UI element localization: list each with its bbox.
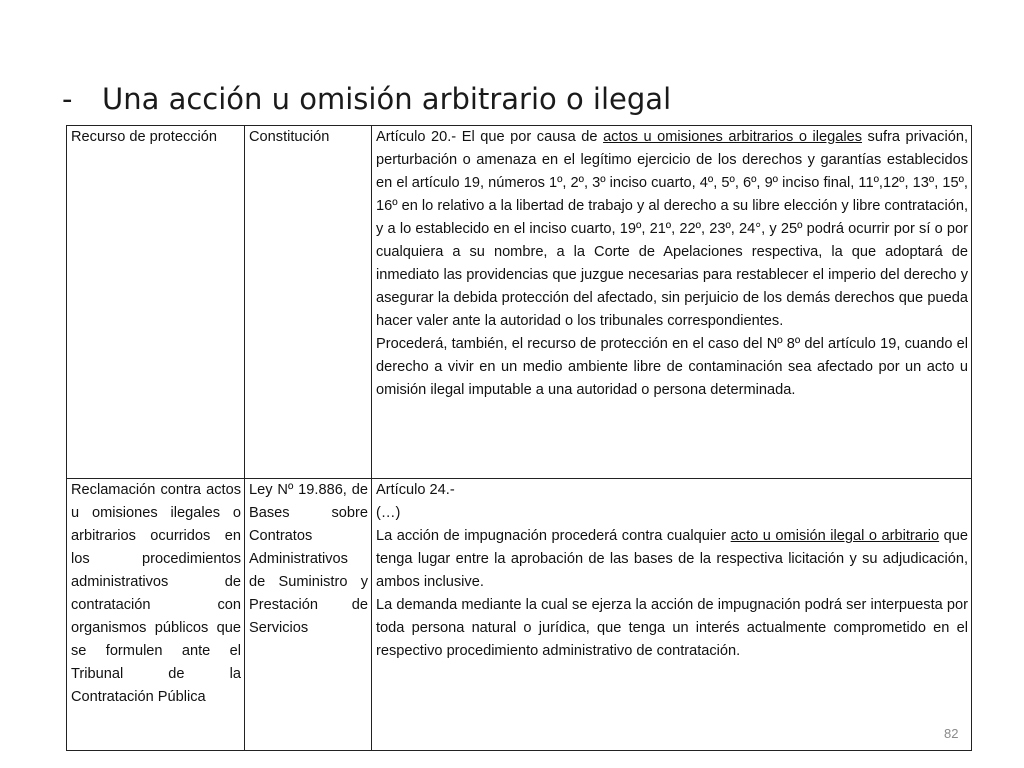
recurso-cell — [67, 126, 245, 479]
paragraph-text: Artículo 20.- El que por causa de — [376, 129, 604, 145]
paragraph-text: (…) — [376, 505, 401, 521]
recurso-text: Reclamación contra actos u omisiones ilegales o arbitrarios ocurridos en los procedimientos administrativos de contratación con organismos públicos que se formulen ante el Tribunal de la Contratación Pública — [71, 482, 241, 705]
paragraph-text: La demanda mediante la cual se ejerza la acción de impugnación podrá ser interpuesta por toda persona natural o jurídica, que tenga un interés actualmente comprometido en el respectivo procedimiento administrativo de contratación. — [376, 597, 968, 659]
paragraph-text: La acción de impugnación procederá contra cualquier — [376, 528, 731, 544]
underlined-text: acto u omisión ilegal o arbitrario — [730, 528, 940, 544]
articulo-paragraph — [376, 525, 968, 594]
paragraph-text: que tenga lugar entre la aprobación de las bases de la respectiva licitación y su adjudicación, ambos inclusive. — [376, 528, 968, 590]
articulo-paragraph — [376, 594, 968, 663]
underlined-text: actos u omisiones arbitrarios o ilegales — [603, 129, 862, 145]
fuente-cell — [245, 479, 372, 751]
articulo-paragraph — [376, 333, 968, 402]
table-row — [67, 126, 972, 479]
articulo-cell — [372, 479, 972, 751]
articulo-cell — [372, 126, 972, 479]
recurso-cell — [67, 479, 245, 751]
paragraph-text: sufra privación, perturbación o amenaza en el legítimo ejercicio de los derechos y garantías establecidos en el artículo 19, números 1º, 2º, 3º inciso cuarto, 4º, 5º, 6º, 9º inciso final, 11º,12º, 13º, 15º, 16º en lo relativo a la libertad de trabajo y al derecho a su libre elección y libre contratación, y a lo establecido en el inciso cuarto, 19º, 21º, 22º, 23º, 24°, y 25º podrá ocurrir por sí o por cualquiera a su nombre, a la Corte de Apelaciones respectiva, la que adoptará de inmediato las providencias que juzgue necesarias para restablecer el imperio del derecho y asegurar la debida protección del afectado, sin perjuicio de los demás derechos que pueda hacer valer ante la autoridad o los tribunales correspondientes. — [376, 129, 968, 329]
law-comparison-table — [66, 125, 972, 751]
articulo-paragraph — [376, 126, 968, 333]
articulo-paragraph — [376, 502, 968, 525]
table-row — [67, 479, 972, 751]
title-bullet: - — [62, 82, 73, 116]
slide-title — [62, 82, 671, 116]
fuente-cell — [245, 126, 372, 479]
articulo-paragraph — [376, 479, 968, 502]
paragraph-text: Artículo 24.- — [376, 482, 455, 498]
fuente-text: Constitución — [249, 129, 330, 145]
page-number: 82 — [944, 726, 959, 741]
fuente-text: Ley Nº 19.886, de Bases sobre Contratos Administrativos de Suministro y Prestación de Servicios — [249, 482, 368, 636]
paragraph-text: Procederá, también, el recurso de protección en el caso del Nº 8º del artículo 19, cuando el derecho a vivir en un medio ambiente libre de contaminación sea afectado por un acto u omisión ilegal imputable a una autoridad o persona determinada. — [376, 336, 968, 398]
recurso-text: Recurso de protección — [71, 129, 218, 145]
title-text: Una acción u omisión arbitrario o ilegal — [102, 82, 672, 116]
